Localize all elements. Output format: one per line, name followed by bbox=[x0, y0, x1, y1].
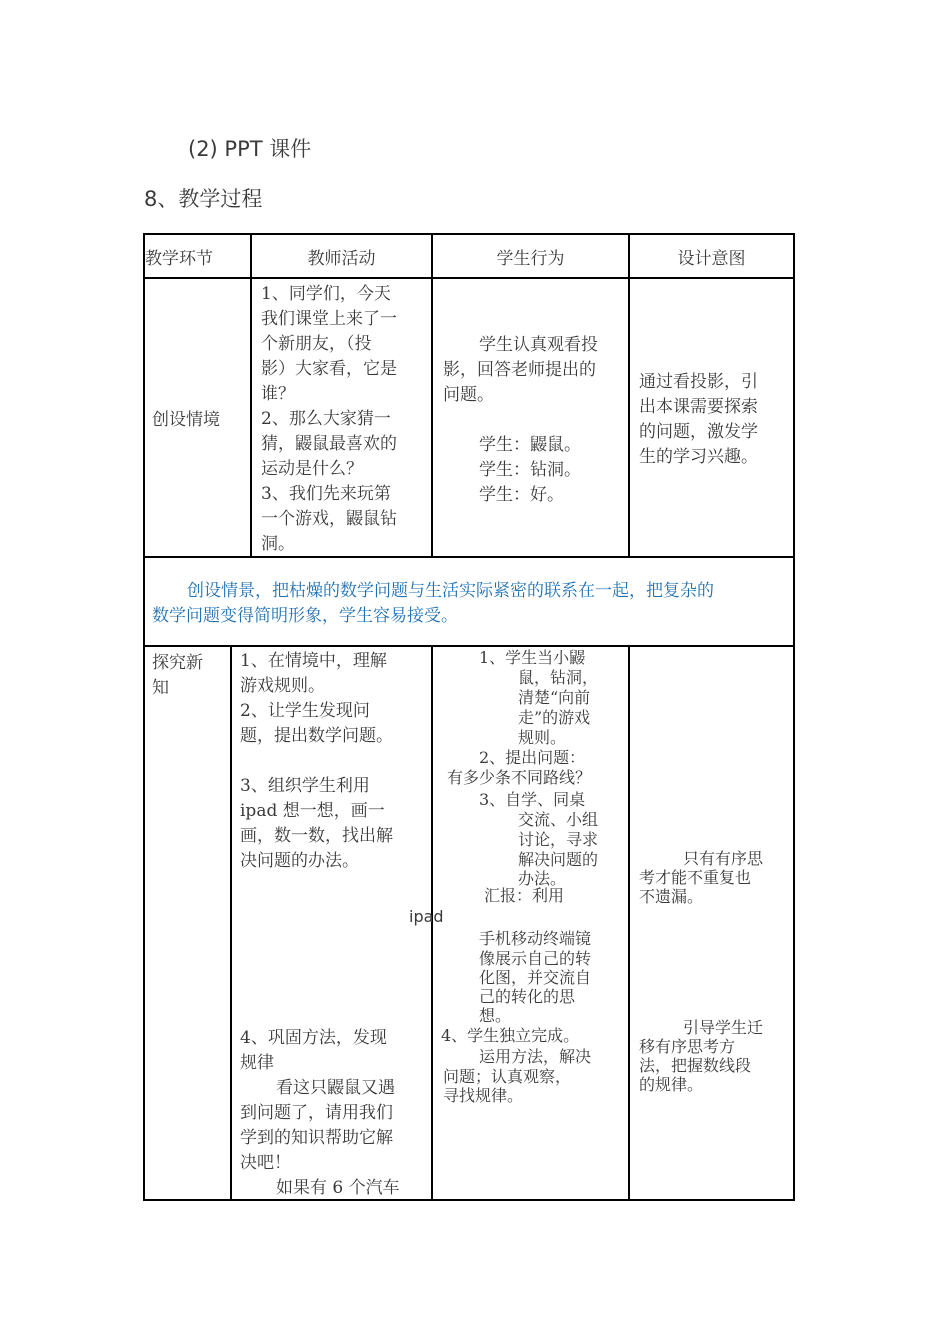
header-student: 学生行为 bbox=[496, 249, 565, 269]
row1-stage: 创设情境 bbox=[152, 410, 220, 430]
material-line: (2) PPT 课件 bbox=[188, 137, 312, 161]
header-teacher: 教师活动 bbox=[307, 249, 376, 269]
section-title: 8、教学过程 bbox=[144, 187, 263, 211]
header-intent: 设计意图 bbox=[677, 249, 746, 269]
header-stage: 教学环节 bbox=[145, 249, 213, 269]
